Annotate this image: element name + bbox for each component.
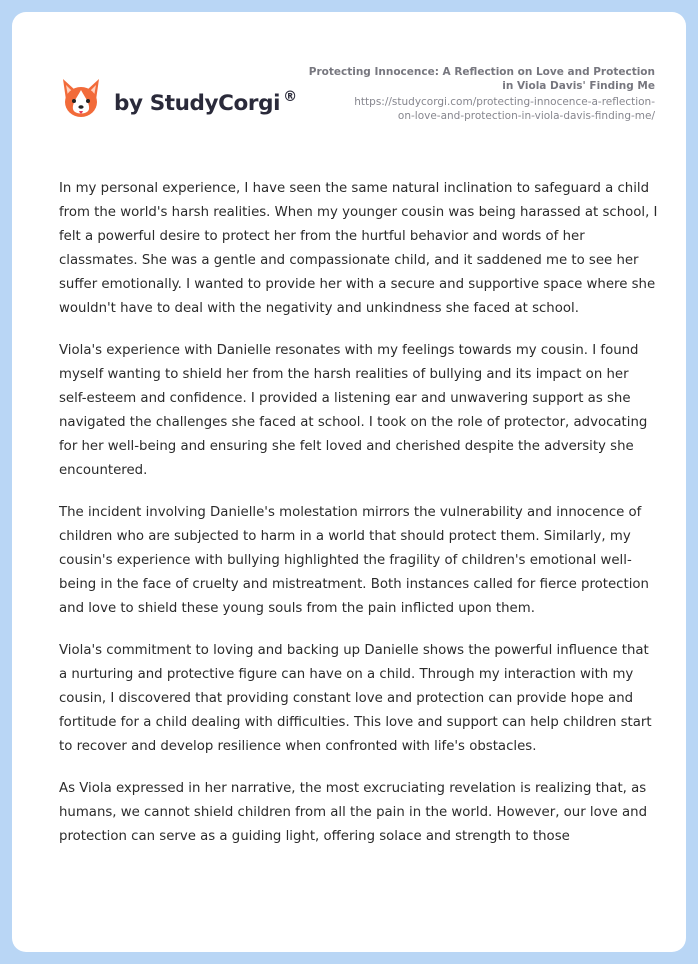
- document-header: [275, 66, 655, 123]
- paragraph: Viola's commitment to loving and backing up Danielle shows the powerful influence that a nurturing and protective figure can have on a child. Through my interaction with my cousin, I discovered that providing constant love and protection can provide hope and fortitude for a child dealing with difficulties. This love and support can help children start to recover and develop resilience when confronted with life's obstacles.: [59, 643, 652, 754]
- document-url[interactable]: [275, 96, 655, 123]
- document-title-line: Protecting Innocence: A Reflection on Love and Protection: [308, 66, 655, 78]
- document-page: [12, 12, 686, 952]
- brand-name: by StudyCorgi ®: [114, 88, 297, 116]
- paragraph: In my personal experience, I have seen the same natural inclination to safeguard a child from the world's harsh realities. When my younger cousin was being harassed at school, I felt a powerful desire to protect her from the hurtful behavior and words of her classmates. She was a gentle and compassionate child, and it saddened me to see her suffer emotionally. I wanted to provide her with a secure and supportive space where she wouldn't have to deal with the negativity and unkindness she faced at school.: [59, 181, 658, 316]
- document-url-line[interactable]: on-love-and-protection-in-viola-davis-finding-me/: [397, 109, 655, 122]
- document-url-line[interactable]: https://studycorgi.com/protecting-innocence-a-reflection-: [354, 96, 655, 108]
- registered-mark: ®: [283, 88, 297, 105]
- paragraph: The incident involving Danielle's molestation mirrors the vulnerability and innocence of children who are subjected to harm in a world that should protect them. Similarly, my cousin's experience with bullying highlighted the fragility of children's emotional well-being in the face of cruelty and mistreatment. Both instances called for fierce protection and love to shield these young souls from the pain inflicted upon them.: [59, 505, 649, 616]
- essay-body: [59, 177, 659, 867]
- paragraph: As Viola expressed in her narrative, the most excruciating revelation is realizing that, as humans, we cannot shield children from all the pain in the world. However, our love and protection can serve as a guiding light, offering solace and strength to those: [59, 781, 648, 844]
- paragraph: Viola's experience with Danielle resonates with my feelings towards my cousin. I found myself wanting to shield her from the harsh realities of bullying and its impact on her self-esteem and confidence. I provided a listening ear and unwavering support as she navigated the challenges she faced at school. I took on the role of protector, advocating for her well-being and ensuring she felt loved and cherished despite the adversity she encountered.: [59, 343, 648, 478]
- corgi-icon: [60, 76, 102, 122]
- document-title: [275, 66, 655, 93]
- document-title-line: in Viola Davis' Finding Me: [502, 79, 655, 92]
- studycorgi-logo[interactable]: [60, 76, 297, 122]
